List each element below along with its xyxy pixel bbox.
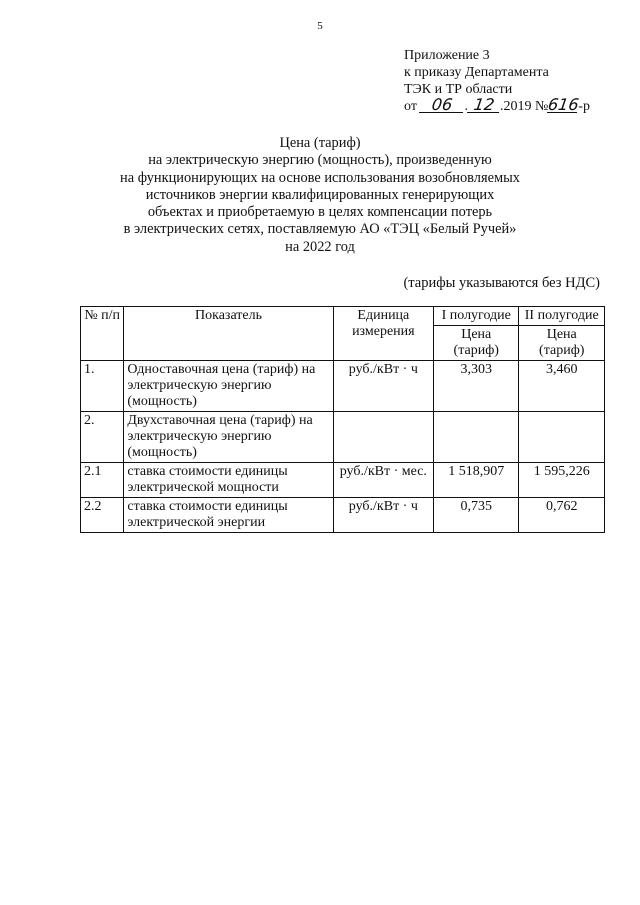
title-line: на 2022 год [285, 238, 355, 255]
row-name: Одноставочная цена (тариф) на электрическую энергию (мощность) [124, 361, 333, 412]
header-indicator: Показатель [124, 307, 333, 361]
table-header-row [81, 307, 605, 326]
table-row [81, 412, 605, 463]
row-half2: 0,762 [519, 498, 605, 533]
header-unit: Единица измерения [333, 307, 433, 361]
number-prefix: № [534, 99, 549, 114]
document-title [0, 135, 640, 256]
row-half2: 1 595,226 [519, 463, 605, 498]
row-unit: руб./кВт · ч [333, 498, 433, 533]
appendix-order-ref: к приказу Департамента [404, 65, 549, 80]
header-num: № п/п [81, 307, 124, 361]
table-row [81, 361, 605, 412]
table-row [81, 463, 605, 498]
appendix-date-line [404, 95, 590, 115]
number-suffix: -р [578, 99, 590, 114]
title-line: источников энергии квалифицированных генерирующих [145, 186, 495, 203]
row-unit: руб./кВт · ч [333, 361, 433, 412]
row-half1: 0,735 [434, 498, 519, 533]
header-half2: II полугодие [519, 307, 605, 326]
order-number-handwritten: 616 [547, 95, 581, 114]
row-name: ставка стоимости единицы электрической энергии [124, 498, 333, 533]
date-separator: . [464, 99, 468, 114]
date-month-handwritten: 12 [467, 98, 501, 113]
appendix-title: Приложение 3 [404, 48, 490, 63]
row-half1 [434, 412, 519, 463]
row-unit: руб./кВт · мес. [333, 463, 433, 498]
row-num: 2.1 [81, 463, 124, 498]
date-year: .2019 [499, 99, 532, 114]
appendix-block [404, 47, 590, 115]
row-half1: 1 518,907 [434, 463, 519, 498]
date-day-handwritten: 06 [419, 98, 465, 113]
date-prefix: от [404, 99, 417, 114]
header-price2: Цена (тариф) [519, 326, 605, 361]
row-half2 [519, 412, 605, 463]
vat-note: (тарифы указываются без НДС) [403, 275, 600, 291]
title-line: на функционирующих на основе использования возобновляемых [120, 169, 520, 186]
header-half1: I полугодие [434, 307, 519, 326]
appendix-department: ТЭК и ТР области [404, 82, 513, 97]
header-price1: Цена (тариф) [434, 326, 519, 361]
row-name: ставка стоимости единицы электрической мощности [124, 463, 333, 498]
tariff-table [80, 306, 605, 533]
row-half2: 3,460 [519, 361, 605, 412]
title-line: Цена (тариф) [279, 135, 361, 151]
row-num: 2.2 [81, 498, 124, 533]
row-name: Двухставочная цена (тариф) на электрическую энергию (мощность) [124, 412, 333, 463]
row-num: 1. [81, 361, 124, 412]
row-num: 2. [81, 412, 124, 463]
title-line: в электрических сетях, поставляемую АО «ТЭЦ «Белый Ручей» [123, 221, 517, 238]
title-line: на электрическую энергию (мощность), произведенную [148, 152, 492, 169]
title-line: объектах и приобретаемую в целях компенсации потерь [147, 204, 493, 221]
page-number: 5 [317, 20, 323, 32]
table-row [81, 498, 605, 533]
row-unit [333, 412, 433, 463]
row-half1: 3,303 [434, 361, 519, 412]
